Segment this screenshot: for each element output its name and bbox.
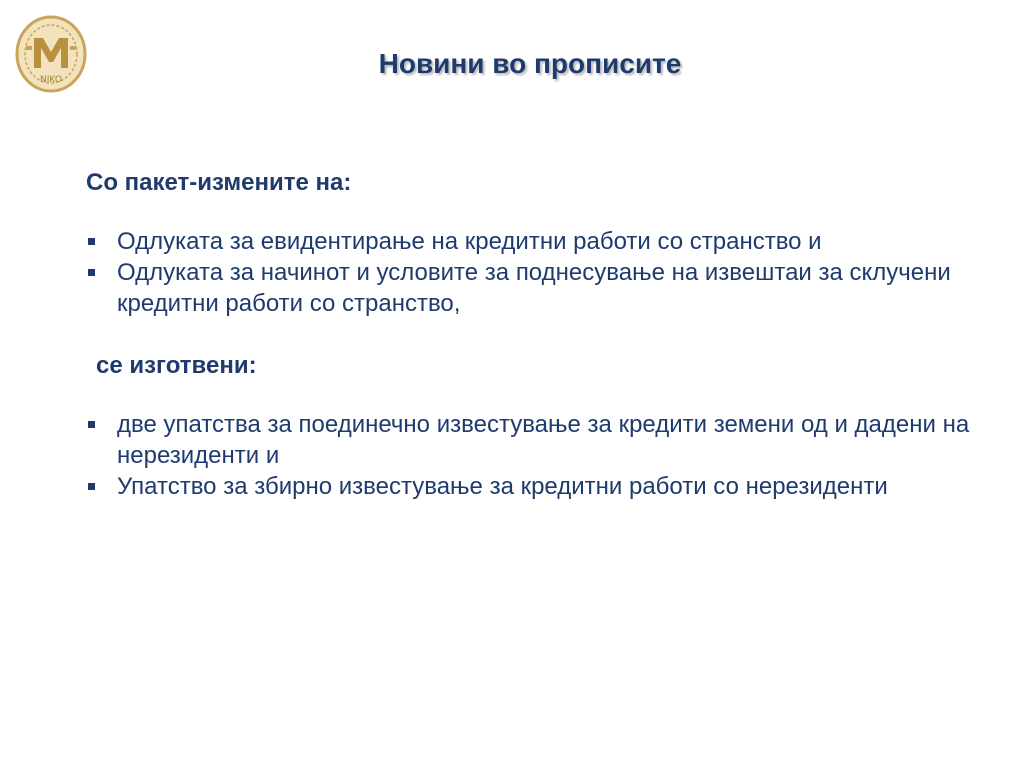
list-item-text: Одлуката за евидентирање на кредитни работи со странство и: [117, 228, 822, 255]
slide-title: Новини во прописите: [378, 48, 682, 79]
list-item: [86, 471, 986, 502]
bullet-square-icon: [88, 421, 95, 428]
instructions-list: [86, 409, 986, 502]
intro-heading: Со пакет-измените на:: [86, 169, 352, 196]
prepared-heading: се изготвени:: [96, 352, 257, 379]
list-item-text: Упатство за збирно известување за кредитни работи со нерезиденти: [117, 473, 888, 500]
bullet-square-icon: [88, 238, 95, 245]
list-item: [86, 409, 986, 471]
list-item: [86, 257, 986, 319]
list-item: [86, 226, 986, 257]
list-item-text: Одлуката за начинот и условите за поднесување на извештаи за склучени кредитни работи со странство,: [117, 259, 951, 317]
bullet-square-icon: [88, 269, 95, 276]
bullet-square-icon: [88, 483, 95, 490]
decisions-list: [86, 226, 986, 319]
slide-content: [86, 168, 986, 502]
list-item-text: две упатства за поединечно известување за кредити земени од и дадени на нерезиденти и: [117, 411, 970, 469]
logo-text: NIKO: [40, 75, 62, 85]
